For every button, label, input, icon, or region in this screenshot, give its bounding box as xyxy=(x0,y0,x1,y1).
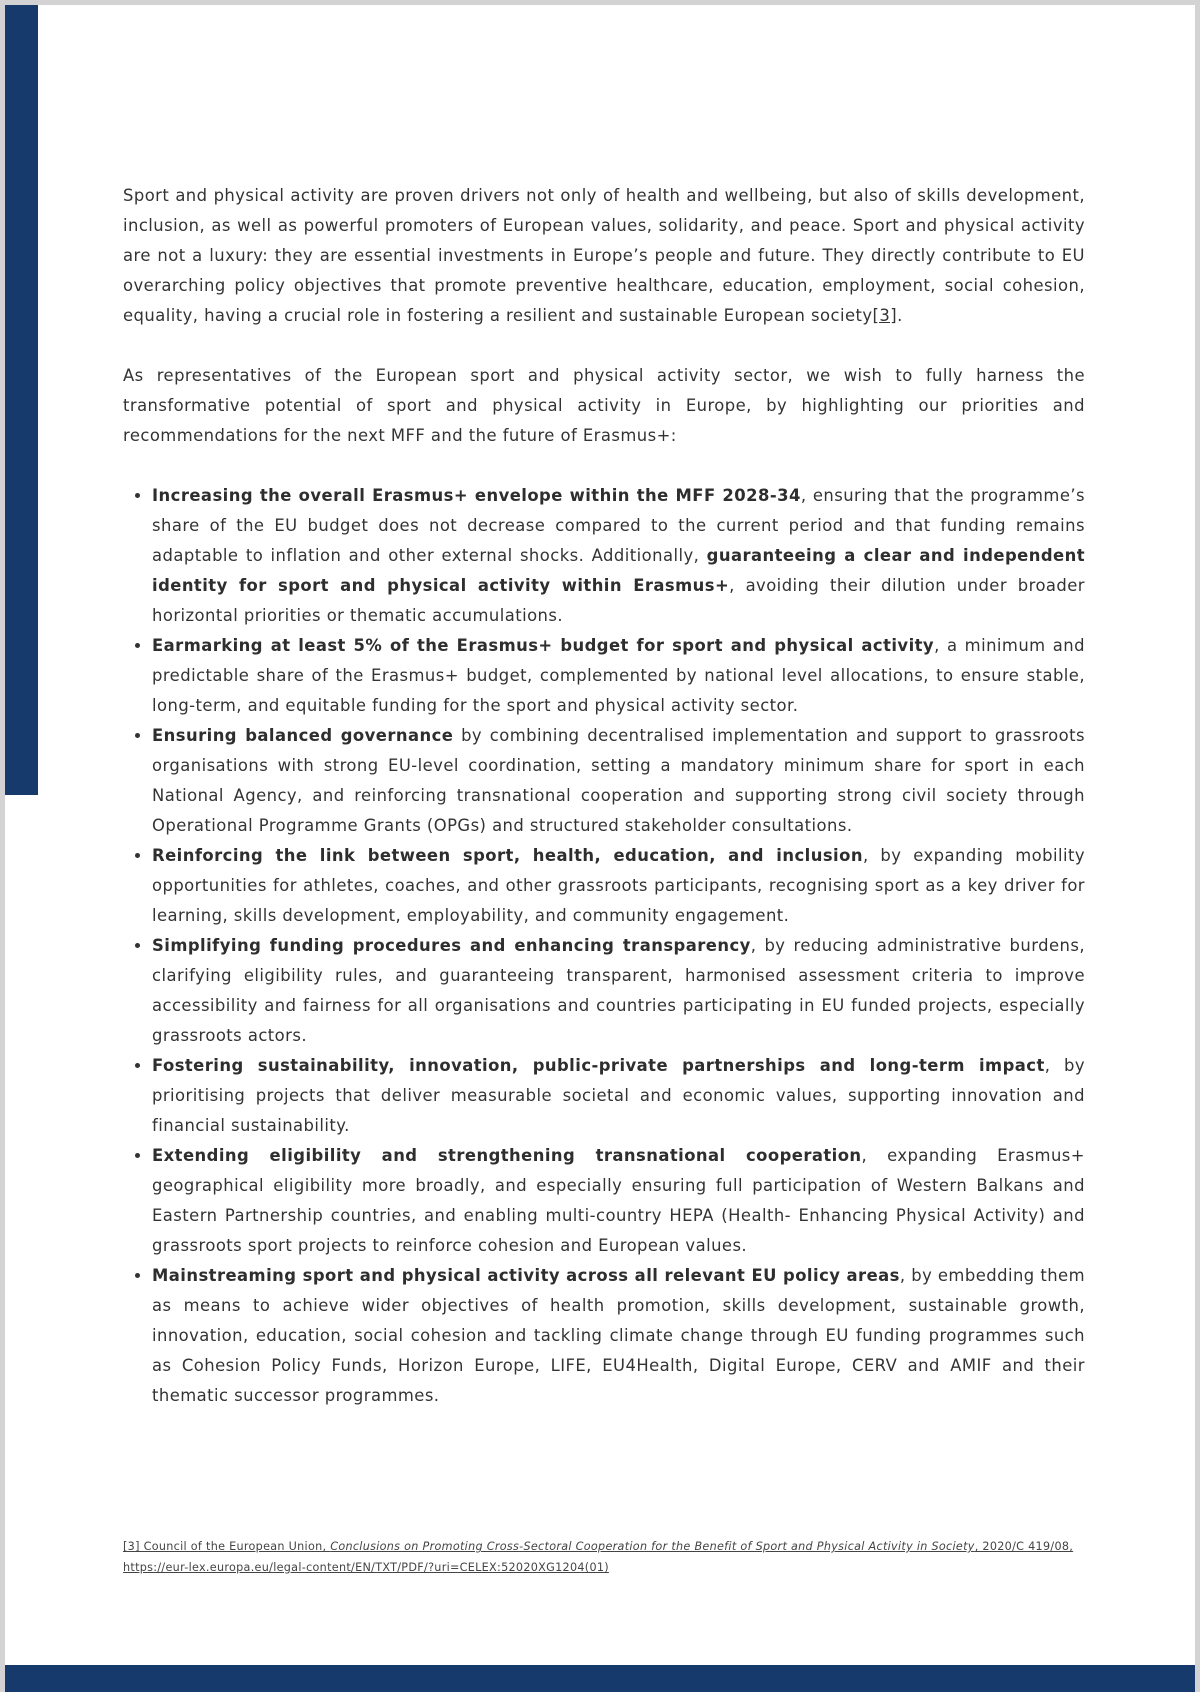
intro-paragraph: Sport and physical activity are proven drivers not only of health and wellbeing, but also of skills development, inclusion, as well as powerful promoters of European values, solidarity, and peace. Sport and physical activity are not a luxury: they are essential investments in Europe’s people and future. They directly contribute to EU overarching policy objectives that promote preventive healthcare, education, employment, social cohesion, equality, having a crucial role in fostering a resilient and sustainable European society[3]. xyxy=(123,186,1085,325)
list-item: • Increasing the overall Erasmus+ envelope within the MFF 2028-34, ensuring that the programme’s share of the EU budget does not decrease compared to the current period and that funding remains adaptable to inflation and other external shocks. Additionally, guaranteeing a clear and independent identity for sport and physical activity within Erasmus+, avoiding their dilution under broader horizontal priorities or thematic accumulations. xyxy=(152,481,1085,631)
representatives-paragraph: As representatives of the European sport and physical activity sector, we wish to fully harness the transformative potential of sport and physical activity in Europe, by highlighting our priorities and recommendations for the next MFF and the future of Erasmus+: xyxy=(123,366,1085,445)
list-item: • Ensuring balanced governance by combining decentralised implementation and support to grassroots organisations with strong EU-level coordination, setting a mandatory minimum share for sport in each National Agency, and reinforcing transnational cooperation and supporting strong civil society through Operational Programme Grants (OPGs) and structured stakeholder consultations. xyxy=(152,721,1085,841)
list-item: • Simplifying funding procedures and enhancing transparency, by reducing administrative burdens, clarifying eligibility rules, and guaranteeing transparent, harmonised assessment criteria to improve accessibility and fairness for all organisations and countries participating in EU funded projects, especially grassroots actors. xyxy=(152,931,1085,1051)
main-content xyxy=(123,181,1085,1411)
list-item: • Reinforcing the link between sport, health, education, and inclusion, by expanding mobility opportunities for athletes, coaches, and other grassroots participants, recognising sport as a key driver for learning, skills development, employability, and community engagement. xyxy=(152,841,1085,931)
footnote-reference-link[interactable]: [3] xyxy=(872,306,898,325)
list-item: • Fostering sustainability, innovation, public-private partnerships and long-term impact, by prioritising projects that deliver measurable societal and economic values, supporting innovation and financial sustainability. xyxy=(152,1051,1085,1141)
decorative-side-bar xyxy=(5,5,38,795)
list-item: • Extending eligibility and strengthening transnational cooperation, expanding Erasmus+ geographical eligibility more broadly, and especially ensuring full participation of Western Balkans and Eastern Partnership countries, and enabling multi-country HEPA (Health- Enhancing Physical Activity) and grassroots sport projects to reinforce cohesion and European values. xyxy=(152,1141,1085,1261)
recommendations-list xyxy=(123,481,1085,1411)
footnote[interactable]: [3] Council of the European Union, Conclusions on Promoting Cross-Sectoral Cooperation for the Benefit of Sport and Physical Activity in Society, 2020/C 419/08, https://eur-lex.europa.eu/legal-content/EN/TXT/PDF/?uri=CELEX:52020XG1204(01) xyxy=(123,1540,1074,1574)
list-item: • Earmarking at least 5% of the Erasmus+ budget for sport and physical activity, a minimum and predictable share of the Erasmus+ budget, complemented by national level allocations, to ensure stable, long-term, and equitable funding for the sport and physical activity sector. xyxy=(152,631,1085,721)
decorative-bottom-bar xyxy=(5,1665,1195,1692)
list-item: • Mainstreaming sport and physical activity across all relevant EU policy areas, by embedding them as means to achieve wider objectives of health promotion, skills development, sustainable growth, innovation, education, social cohesion and tackling climate change through EU funding programmes such as Cohesion Policy Funds, Horizon Europe, LIFE, EU4Health, Digital Europe, CERV and AMIF and their thematic successor programmes. xyxy=(152,1261,1085,1411)
document-page xyxy=(5,5,1195,1692)
